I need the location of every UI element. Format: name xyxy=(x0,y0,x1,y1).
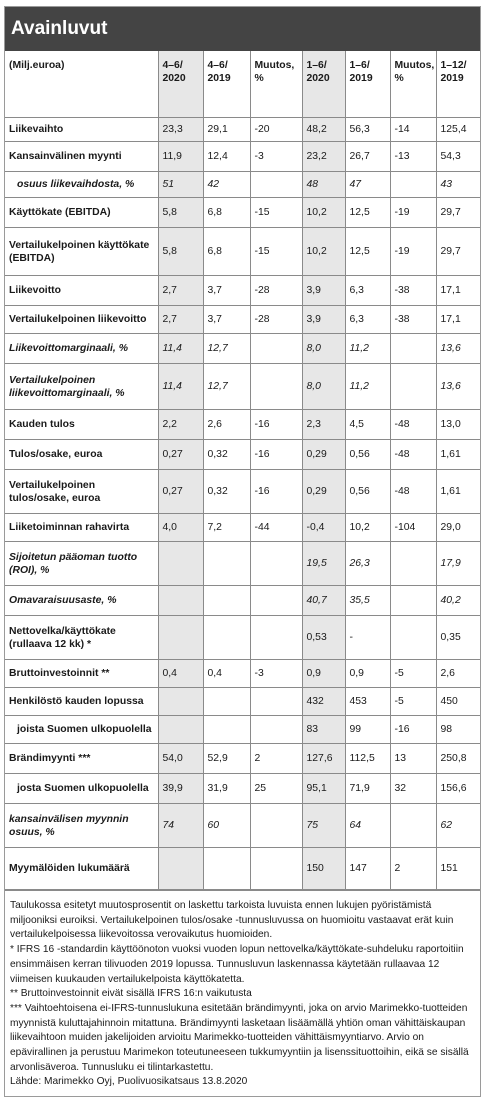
table-cell: -48 xyxy=(390,470,436,514)
table-cell: 2 xyxy=(390,848,436,890)
table-cell: -28 xyxy=(250,276,302,306)
table-row xyxy=(5,142,480,172)
table-row xyxy=(5,774,480,804)
row-label: Vertailukelpoinen liikevoittomarginaali, % xyxy=(5,364,158,410)
row-label: Sijoitetun pääoman tuotto (ROI), % xyxy=(5,542,158,586)
row-label: Henkilöstö kauden lopussa xyxy=(5,688,158,716)
key-figures-card xyxy=(4,6,481,1097)
table-row xyxy=(5,688,480,716)
column-header: (Milj.euroa) xyxy=(5,51,158,118)
table-cell: 17,1 xyxy=(436,276,480,306)
table-cell xyxy=(203,848,250,890)
table-cell: 11,4 xyxy=(158,334,203,364)
table-cell: 23,3 xyxy=(158,118,203,142)
table-cell: 98 xyxy=(436,716,480,744)
table-cell: -44 xyxy=(250,514,302,542)
table-row xyxy=(5,410,480,440)
table-row xyxy=(5,198,480,228)
row-label: Nettovelka/käyttökate (rullaava 12 kk) * xyxy=(5,616,158,660)
table-row xyxy=(5,586,480,616)
row-label: Omavaraisuusaste, % xyxy=(5,586,158,616)
table-cell: 3,7 xyxy=(203,276,250,306)
table-cell: 12,5 xyxy=(345,198,390,228)
table-cell: 13 xyxy=(390,744,436,774)
table-cell: 0,56 xyxy=(345,470,390,514)
table-cell xyxy=(250,848,302,890)
table-row xyxy=(5,744,480,774)
row-label: Myymälöiden lukumäärä xyxy=(5,848,158,890)
table-cell: 1,61 xyxy=(436,470,480,514)
row-label: joista Suomen ulkopuolella xyxy=(5,716,158,744)
row-label: Kansainvälinen myynti xyxy=(5,142,158,172)
table-cell: 51 xyxy=(158,172,203,198)
table-cell: 13,6 xyxy=(436,364,480,410)
table-cell: 3,7 xyxy=(203,306,250,334)
table-cell: -104 xyxy=(390,514,436,542)
table-cell: 5,8 xyxy=(158,228,203,276)
table-cell: 71,9 xyxy=(345,774,390,804)
row-label: Liikevaihto xyxy=(5,118,158,142)
table-cell: 23,2 xyxy=(302,142,345,172)
table-cell xyxy=(390,616,436,660)
table-row xyxy=(5,276,480,306)
table-row xyxy=(5,118,480,142)
table-cell: 75 xyxy=(302,804,345,848)
table-cell: -19 xyxy=(390,228,436,276)
table-cell xyxy=(250,716,302,744)
table-cell: 0,29 xyxy=(302,470,345,514)
table-row xyxy=(5,364,480,410)
table-cell: -20 xyxy=(250,118,302,142)
table-cell xyxy=(158,586,203,616)
table-cell: 250,8 xyxy=(436,744,480,774)
table-cell: 6,3 xyxy=(345,276,390,306)
table-row xyxy=(5,334,480,364)
table-cell xyxy=(250,334,302,364)
table-cell: 12,7 xyxy=(203,364,250,410)
table-cell: 25 xyxy=(250,774,302,804)
table-cell: 43 xyxy=(436,172,480,198)
table-cell: 26,7 xyxy=(345,142,390,172)
table-cell xyxy=(250,542,302,586)
table-cell: -5 xyxy=(390,688,436,716)
table-cell: 8,0 xyxy=(302,364,345,410)
table-cell: -48 xyxy=(390,410,436,440)
table-row xyxy=(5,470,480,514)
table-cell: 8,0 xyxy=(302,334,345,364)
table-cell xyxy=(203,616,250,660)
table-cell: 432 xyxy=(302,688,345,716)
table-cell: 6,3 xyxy=(345,306,390,334)
table-cell: 32 xyxy=(390,774,436,804)
table-cell: 56,3 xyxy=(345,118,390,142)
table-cell: 11,2 xyxy=(345,364,390,410)
table-row xyxy=(5,848,480,890)
table-cell: 83 xyxy=(302,716,345,744)
table-cell xyxy=(250,172,302,198)
table-cell: -16 xyxy=(250,440,302,470)
table-cell: -38 xyxy=(390,306,436,334)
table-cell: 2,6 xyxy=(203,410,250,440)
table-cell xyxy=(250,364,302,410)
table-cell xyxy=(158,616,203,660)
column-header: Muutos, % xyxy=(390,51,436,118)
table-cell: - xyxy=(345,616,390,660)
table-title: Avainluvut xyxy=(5,7,480,51)
table-cell: 99 xyxy=(345,716,390,744)
table-cell: 17,1 xyxy=(436,306,480,334)
table-cell: 12,7 xyxy=(203,334,250,364)
table-cell xyxy=(158,848,203,890)
table-cell: 47 xyxy=(345,172,390,198)
table-cell xyxy=(203,688,250,716)
column-header: 1–6/ 2020 xyxy=(302,51,345,118)
table-cell: 7,2 xyxy=(203,514,250,542)
table-cell: 62 xyxy=(436,804,480,848)
footnote: *** Vaihtoehtoisena ei-IFRS-tunnuslukuna esitetään brändimyynti, joka on arvio Marimekko-tuotteiden myynnistä kuluttajahinnoin mitattuna. Brändimyynti lasketaan lisäämällä yhtiön oman vähittäiskaupan liikevaihtoon muiden jakelijoiden arvioitu Marimekko-tuotteiden vähittäismyyntiarvo. Arvio on epävirallinen ja perustuu Marimekon toteutuneeseen tukkumyyntiin ja lisenssituottoihin, eikä se sisällä arvonlisäveroa. Tunnusluku ei tilintarkastettu. xyxy=(10,1002,469,1073)
table-cell: 2,7 xyxy=(158,276,203,306)
table-cell xyxy=(158,716,203,744)
row-label: Vertailukelpoinen tulos/osake, euroa xyxy=(5,470,158,514)
table-cell xyxy=(250,688,302,716)
table-cell: 151 xyxy=(436,848,480,890)
table-cell: 12,5 xyxy=(345,228,390,276)
table-cell: 35,5 xyxy=(345,586,390,616)
table-cell: 450 xyxy=(436,688,480,716)
row-label: josta Suomen ulkopuolella xyxy=(5,774,158,804)
table-cell: 147 xyxy=(345,848,390,890)
table-cell: 42 xyxy=(203,172,250,198)
row-label: Liiketoiminnan rahavirta xyxy=(5,514,158,542)
row-label: osuus liikevaihdosta, % xyxy=(5,172,158,198)
column-header: 4–6/ 2019 xyxy=(203,51,250,118)
table-cell: 5,8 xyxy=(158,198,203,228)
table-cell xyxy=(158,688,203,716)
table-row xyxy=(5,804,480,848)
row-label: Brändimyynti *** xyxy=(5,744,158,774)
table-row xyxy=(5,514,480,542)
table-cell: -14 xyxy=(390,118,436,142)
table-cell: 60 xyxy=(203,804,250,848)
table-cell: -16 xyxy=(250,410,302,440)
table-cell: 29,7 xyxy=(436,228,480,276)
row-label: Liikevoitto xyxy=(5,276,158,306)
table-cell: 3,9 xyxy=(302,276,345,306)
table-cell xyxy=(390,172,436,198)
row-label: Käyttökate (EBITDA) xyxy=(5,198,158,228)
row-label: Liikevoittomarginaali, % xyxy=(5,334,158,364)
table-cell: -48 xyxy=(390,440,436,470)
table-cell: -19 xyxy=(390,198,436,228)
table-cell: 19,5 xyxy=(302,542,345,586)
row-label: kansainvälisen myynnin osuus, % xyxy=(5,804,158,848)
table-cell: 0,9 xyxy=(345,660,390,688)
table-cell: 2 xyxy=(250,744,302,774)
footnote: * IFRS 16 -standardin käyttöönoton vuoksi vuoden lopun nettovelka/käyttökate-suhdeluku raportoitiin ensimmäisen kerran tilivuoden 2019 lopussa. Tunnusluvun laskennassa käytetään rullaavaa 12 viimeisen kuukauden vertailukelpoista käyttökatetta. xyxy=(10,944,464,985)
column-header: Muutos, % xyxy=(250,51,302,118)
table-cell xyxy=(203,542,250,586)
table-cell: 54,3 xyxy=(436,142,480,172)
table-cell: 10,2 xyxy=(302,198,345,228)
table-cell: 0,27 xyxy=(158,440,203,470)
table-cell xyxy=(203,586,250,616)
table-cell: -13 xyxy=(390,142,436,172)
table-cell: 453 xyxy=(345,688,390,716)
table-cell: 1,61 xyxy=(436,440,480,470)
table-cell: 2,6 xyxy=(436,660,480,688)
table-cell: -16 xyxy=(250,470,302,514)
table-cell: 29,7 xyxy=(436,198,480,228)
table-cell xyxy=(390,586,436,616)
table-cell: 17,9 xyxy=(436,542,480,586)
source-note: Lähde: Marimekko Oyj, Puolivuosikatsaus 13.8.2020 xyxy=(10,1076,248,1088)
table-cell: 0,35 xyxy=(436,616,480,660)
table-cell: -5 xyxy=(390,660,436,688)
table-cell: 150 xyxy=(302,848,345,890)
table-cell: 12,4 xyxy=(203,142,250,172)
table-row xyxy=(5,440,480,470)
table-row xyxy=(5,542,480,586)
table-cell xyxy=(158,542,203,586)
table-cell: -3 xyxy=(250,142,302,172)
table-cell: 3,9 xyxy=(302,306,345,334)
table-cell: 13,6 xyxy=(436,334,480,364)
footnote: ** Bruttoinvestoinnit eivät sisällä IFRS 16:n vaikutusta xyxy=(10,988,252,1000)
header-row xyxy=(5,51,480,118)
table-cell: 112,5 xyxy=(345,744,390,774)
table-cell: 52,9 xyxy=(203,744,250,774)
footnote: Taulukossa esitetyt muutosprosentit on laskettu tarkoista luvuista ennen lukujen pyöristämistä miljooniksi euroiksi. Vertailukelpoinen tulos/osake -tunnusluvussa on huomioitu vastaavat erät kuin vertailukelpoisessa liikevoitossa verovaikutus huomioiden. xyxy=(10,900,454,941)
table-cell: 13,0 xyxy=(436,410,480,440)
table-cell: 10,2 xyxy=(302,228,345,276)
table-row xyxy=(5,660,480,688)
table-cell: 48 xyxy=(302,172,345,198)
table-cell: 74 xyxy=(158,804,203,848)
footnotes xyxy=(5,890,480,1096)
table-cell xyxy=(390,542,436,586)
table-row xyxy=(5,306,480,334)
table-cell: 4,0 xyxy=(158,514,203,542)
column-header: 4–6/ 2020 xyxy=(158,51,203,118)
table-cell: 39,9 xyxy=(158,774,203,804)
table-cell: 4,5 xyxy=(345,410,390,440)
table-cell xyxy=(250,616,302,660)
row-label: Tulos/osake, euroa xyxy=(5,440,158,470)
table-cell xyxy=(250,804,302,848)
table-cell: 31,9 xyxy=(203,774,250,804)
row-label: Kauden tulos xyxy=(5,410,158,440)
table-cell: -15 xyxy=(250,228,302,276)
table-row xyxy=(5,228,480,276)
row-label: Vertailukelpoinen liikevoitto xyxy=(5,306,158,334)
table-cell: 0,53 xyxy=(302,616,345,660)
table-cell: 0,4 xyxy=(203,660,250,688)
table-cell: 156,6 xyxy=(436,774,480,804)
table-row xyxy=(5,716,480,744)
table-cell: -15 xyxy=(250,198,302,228)
table-row xyxy=(5,616,480,660)
table-cell: 0,32 xyxy=(203,470,250,514)
table-cell xyxy=(390,364,436,410)
table-cell: 127,6 xyxy=(302,744,345,774)
table-cell: 64 xyxy=(345,804,390,848)
table-cell: 0,9 xyxy=(302,660,345,688)
table-cell: -38 xyxy=(390,276,436,306)
table-cell: 2,2 xyxy=(158,410,203,440)
table-cell xyxy=(390,334,436,364)
table-cell: 40,7 xyxy=(302,586,345,616)
table-cell: 11,2 xyxy=(345,334,390,364)
table-cell: 40,2 xyxy=(436,586,480,616)
key-figures-table xyxy=(5,51,480,890)
table-cell: 54,0 xyxy=(158,744,203,774)
table-cell: 48,2 xyxy=(302,118,345,142)
table-cell: 10,2 xyxy=(345,514,390,542)
column-header: 1–6/ 2019 xyxy=(345,51,390,118)
table-cell: 29,0 xyxy=(436,514,480,542)
table-cell: -3 xyxy=(250,660,302,688)
table-cell xyxy=(203,716,250,744)
table-cell: 2,3 xyxy=(302,410,345,440)
table-cell xyxy=(390,804,436,848)
table-cell: 0,4 xyxy=(158,660,203,688)
table-cell: -16 xyxy=(390,716,436,744)
table-cell: 26,3 xyxy=(345,542,390,586)
table-cell: 0,27 xyxy=(158,470,203,514)
table-row xyxy=(5,172,480,198)
table-cell: 0,29 xyxy=(302,440,345,470)
table-cell: 2,7 xyxy=(158,306,203,334)
table-cell: -0,4 xyxy=(302,514,345,542)
table-cell: -28 xyxy=(250,306,302,334)
table-cell: 6,8 xyxy=(203,228,250,276)
table-cell: 125,4 xyxy=(436,118,480,142)
row-label: Bruttoinvestoinnit ** xyxy=(5,660,158,688)
table-cell: 6,8 xyxy=(203,198,250,228)
table-cell: 0,56 xyxy=(345,440,390,470)
table-cell: 95,1 xyxy=(302,774,345,804)
table-cell: 11,9 xyxy=(158,142,203,172)
table-cell: 11,4 xyxy=(158,364,203,410)
table-cell: 29,1 xyxy=(203,118,250,142)
table-cell: 0,32 xyxy=(203,440,250,470)
row-label: Vertailukelpoinen käyttökate (EBITDA) xyxy=(5,228,158,276)
column-header: 1–12/ 2019 xyxy=(436,51,480,118)
table-cell xyxy=(250,586,302,616)
